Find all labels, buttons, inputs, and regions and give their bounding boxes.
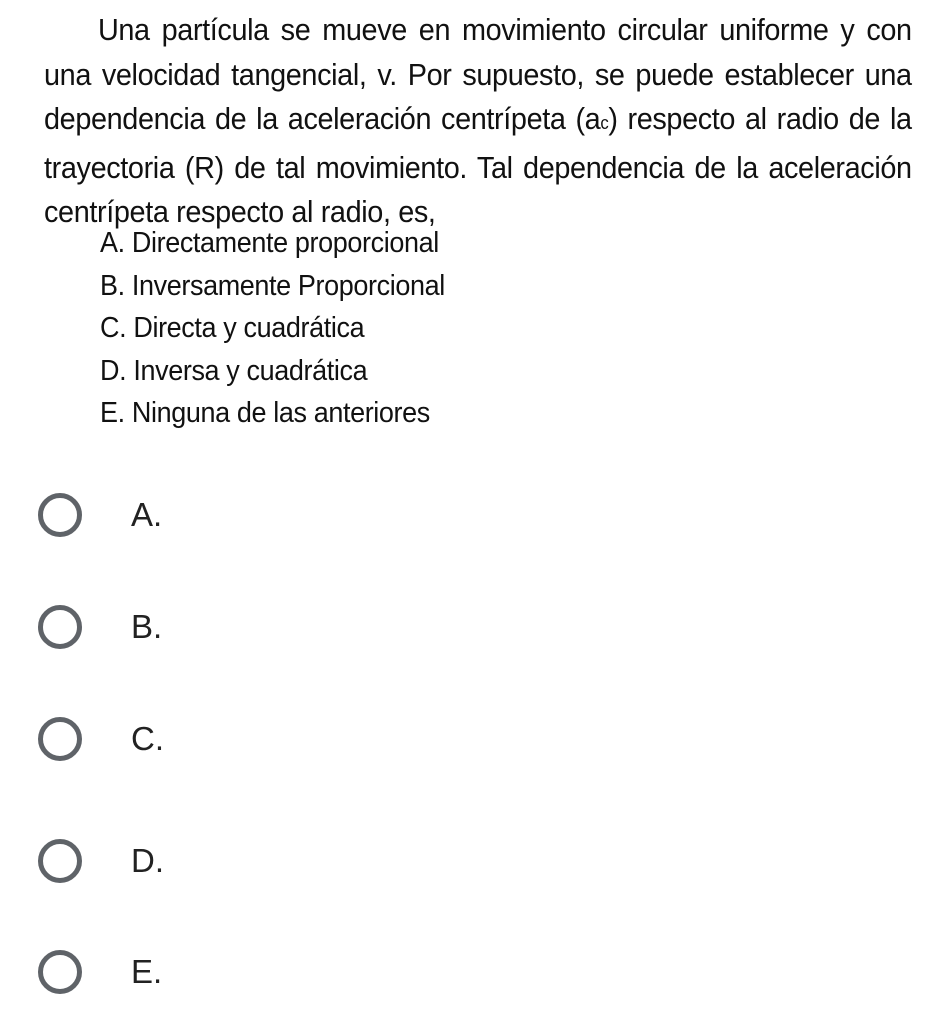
option-d[interactable] — [38, 831, 164, 891]
option-c[interactable] — [38, 709, 164, 769]
question-text-part-1: Una partícula se mueve en movimiento circular uniforme y con una velocidad tangencial, v. Por supuesto, se puede establecer una dependencia de la aceleración centrípeta (a — [44, 12, 912, 136]
radio-button-c[interactable] — [38, 717, 82, 761]
question-text — [44, 8, 912, 235]
option-e-label: E. — [131, 953, 163, 990]
question-choices-list — [100, 222, 445, 435]
choice-c-text: C. Directa y cuadrática — [100, 312, 365, 344]
question-text-part-2: ) respecto al radio de la trayectoria (R) de tal movimiento. Tal dependencia de la aceleración centrípeta respecto al radio, es, — [44, 101, 912, 229]
choice-d-text: D. Inversa y cuadrática — [100, 354, 368, 387]
radio-button-b[interactable] — [38, 605, 82, 649]
choice-a-text: A. Directamente proporcional — [100, 227, 439, 259]
option-e[interactable] — [38, 942, 162, 1002]
choice-e-text: E. Ninguna de las anteriores — [100, 397, 430, 429]
option-d-label: D. — [131, 842, 164, 879]
option-b-label: B. — [131, 608, 163, 645]
radio-button-e[interactable] — [38, 950, 82, 994]
question-paragraph — [44, 8, 912, 235]
radio-button-a[interactable] — [38, 493, 82, 537]
option-b[interactable] — [38, 597, 162, 657]
question-subscript: c — [600, 113, 609, 133]
option-a[interactable] — [38, 485, 162, 545]
choice-b-text: B. Inversamente Proporcional — [100, 269, 445, 302]
option-c-label: C. — [131, 720, 164, 757]
option-a-label: A. — [131, 496, 163, 533]
radio-button-d[interactable] — [38, 839, 82, 883]
